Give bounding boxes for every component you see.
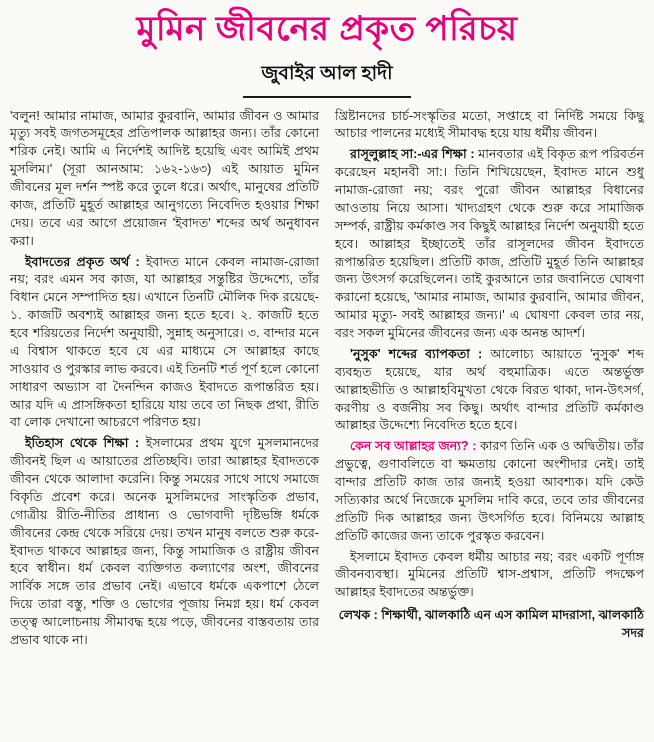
right-paragraph-3 bbox=[335, 346, 644, 435]
article-body bbox=[10, 108, 644, 653]
paragraph-heading: কেন সব আল্লাহর জন্য? : bbox=[350, 439, 481, 454]
left-paragraph-3 bbox=[10, 435, 319, 650]
right-paragraph-2 bbox=[335, 146, 644, 343]
left-column bbox=[10, 108, 319, 653]
paragraph-text: ইবাদত মানে কেবল নামাজ-রোজা নয়; বরং এমন সব কাজ, যা আল্লাহর সন্তুষ্টির উদ্দেশ্যে, তাঁর বিধান মেনে সম্পাদিত হয়। এখানে তিনটি মৌলিক দিক রয়েছে- ১. কাজটি অবশ্যই আল্লাহর জন্য হতে হবে। ২. কাজটি হতে হবে শরিয়তের নির্দেশ অনুযায়ী, সুন্নাহ অনুসারে। ৩. বান্দার মনে এ বিশ্বাস থাকতে হবে যে এর মাধ্যমে সে আল্লাহর কাছে সাওয়াব ও পুরস্কার লাভ করবে। এই তিনটি শর্ত পূর্ণ হলে কোনো সাধারণ অভ্যাস বা দৈনন্দিন কাজও ইবাদতে রূপান্তরিত হয়। আর যদি এ প্রাসঙ্গিকতা হারিয়ে যায় তবে তা নিছক প্রথা, রীতি বা লোক দেখানো আচরণে পরিণত হয়। bbox=[10, 254, 319, 430]
paragraph-text: কারণ তিনি এক ও অদ্বিতীয়। তাঁর প্রভুত্বে, গুণাবলিতে বা ক্ষমতায় কোনো অংশীদার নেই। তাই বান্দার প্রতিটি কাজ তার জন্যই হওয়া আবশ্যক। যদি কেউ সত্যিকার অর্থে নিজেকে মুসলিম দাবি করে, তবে তার জীবনের প্রতিটি দিক আল্লাহর জন্য উৎসর্গিত হবে। বিনিময়ে আল্লাহ প্রতিটি কাজের জন্য তাকে পুরস্কৃত করবেন। bbox=[335, 439, 644, 543]
right-column bbox=[335, 108, 644, 646]
paragraph-text: মানবতার এই বিকৃত রূপ পরিবর্তন করেছেন মহানবী সা:। তিনি শিখিয়েছেন, ইবাদত মানে শুধু নামাজ-রোজা নয়; বরং পুরো জীবন আল্লাহর বিধানের আওতায় নিয়ে আসা। খাদ্যগ্রহণ থেকে শুরু করে সামাজিক সম্পর্ক, রাষ্ট্রীয় কর্মকাণ্ড সব কিছুই আল্লাহর নির্দেশ অনুযায়ী হতে হবে। আল্লাহর ইচ্ছাতেই তাঁর রাসূলদের জীবন ইবাদতে রূপান্তরিত হয়েছিল। প্রতিটি কাজ, প্রতিটি মুহূর্ত তিনি আল্লাহর জন্য উৎসর্গ করেছিলেন। তাই কুরআনে তার জবানিতে ঘোষণা করানো হয়েছে, 'আমার নামাজ, আমার কুরবানি, আমার জীবন, আমার মৃত্যু- সবই আল্লাহর জন্য।' এ ঘোষণা কেবল তার নয়, বরং সকল মুমিনের জীবনের জন্য এক অনন্ত আদর্শ। bbox=[335, 147, 644, 340]
left-paragraph-1 bbox=[10, 108, 319, 251]
paragraph-heading: ইতিহাস থেকে শিক্ষা : bbox=[25, 436, 146, 451]
right-paragraph-6 bbox=[335, 607, 644, 643]
right-paragraph-1 bbox=[335, 108, 644, 144]
paragraph-heading: ইবাদতের প্রকৃত অর্থ : bbox=[25, 254, 146, 269]
article-title: মুমিন জীবনের প্রকৃত পরিচয় bbox=[136, 10, 518, 48]
right-paragraph-4 bbox=[335, 438, 644, 545]
paragraph-heading: 'নুসুক' শব্দের ব্যাপকতা : bbox=[350, 346, 491, 361]
paragraph-text: শিক্ষার্থী, ঝালকাঠি এন এস কামিল মাদরাসা, ঝালকাঠি সদর bbox=[381, 608, 644, 640]
paragraph-heading: রাসূলুল্লাহ সা:-এর শিক্ষা : bbox=[350, 147, 479, 162]
paragraph-text: 'বলুন! আমার নামাজ, আমার কুরবানি, আমার জীবন ও আমার মৃত্যু সবই জগতসমূহের প্রতিপালক আল্লাহর জন্য। তাঁর কোনো শরিক নেই। আমি এ নির্দেশই আদিষ্ট হয়েছি এবং আমিই প্রথম মুসলিম।' (সূরা আনআম: ১৬২-১৬৩) এই আয়াত মুমিন জীবনের মূল দর্শন স্পষ্ট করে তুলে ধরে। অর্থাৎ, মানুষের প্রতিটি কাজ, প্রতিটি মুহূর্ত আল্লাহর আনুগত্যে নিবেদিত হওয়ার শিক্ষা দেয়। তবে এর আগে প্রয়োজন 'ইবাদত' শব্দের অর্থ অনুধাবন করা। bbox=[10, 108, 319, 248]
right-paragraph-5 bbox=[335, 549, 644, 603]
paragraph-text: আলোচ্য আয়াতে 'নুসুক' শব্দ ব্যবহৃত হয়েছে, যার অর্থ বহুমাত্রিক। এতে অন্তর্ভুক্ত আল্লাহভীতি ও আল্লাহবিমুখতা থেকে বিরত থাকা, দান-উৎসর্গ, করণীয় ও বর্জনীয় সব কিছু। অর্থাৎ বান্দার প্রতিটি কর্মকাণ্ড আল্লাহর উদ্দেশ্যে নিবেদিত হতে হবে। bbox=[335, 346, 644, 433]
byline-block bbox=[10, 59, 644, 98]
left-paragraph-2 bbox=[10, 254, 319, 433]
paragraph-text: ইসলামের প্রথম যুগে মুসলমানদের জীবনই ছিল এ আয়াতের প্রতিচ্ছবি। তারা আল্লাহর ইবাদতকে জীবন থেকে আলাদা করেনি। কিন্তু সময়ের সাথে সাথে সমাজে বিকৃতি প্রবেশ করে। অনেক মুসলিমদের সাংস্কৃতিক প্রভাব, গোত্রীয় রীতি-নীতির প্রাধান্য ও ভোগবাদী দৃষ্টিভঙ্গি ধর্মকে জীবনের কেন্দ্র থেকে সরিয়ে দেয়। তখন মানুষ বলতে শুরু করে- ইবাদত থাকবে আল্লাহর জন্য, কিন্তু সামাজিক ও রাষ্ট্রীয় জীবন হবে স্বাধীন। ধর্ম কেবল ব্যক্তিগত কল্যাণের অংশ, জীবনের সার্বিক সঙ্গে তার প্রভাব নেই। এভাবে ধর্মকে একপাশে ঠেলে দিয়ে তারা বস্তু, শক্তি ও ভোগের পূজায় নিমগ্ন হয়। ধর্ম কেবল তত্ত্ব আলোচনায় সীমাবদ্ধ হয়ে পড়ে, জীবনের বাস্তবতায় তার প্রভাব থাকে না। bbox=[10, 436, 319, 647]
paragraph-text: খ্রিষ্টানদের চার্চ-সংস্কৃতির মতো, সপ্তাহে বা নির্দিষ্ট সময়ে কিছু আচার পালনের মধ্যেই সীমাবদ্ধ হয়ে যায় ধর্মীয় জীবন। bbox=[335, 108, 644, 141]
article-author: জুবাইর আল হাদী bbox=[261, 62, 393, 84]
paragraph-heading: লেখক : bbox=[338, 608, 382, 623]
author-underline bbox=[243, 96, 411, 98]
paragraph-text: ইসলামে ইবাদত কেবল ধর্মীয় আচার নয়; বরং একটি পূর্ণাঙ্গ জীবনব্যবস্থা। মুমিনের প্রতিটি শ্বাস-প্রশ্বাস, প্রতিটি পদক্ষেপ আল্লাহর ইবাদতের অন্তর্ভুক্ত। bbox=[335, 549, 644, 600]
